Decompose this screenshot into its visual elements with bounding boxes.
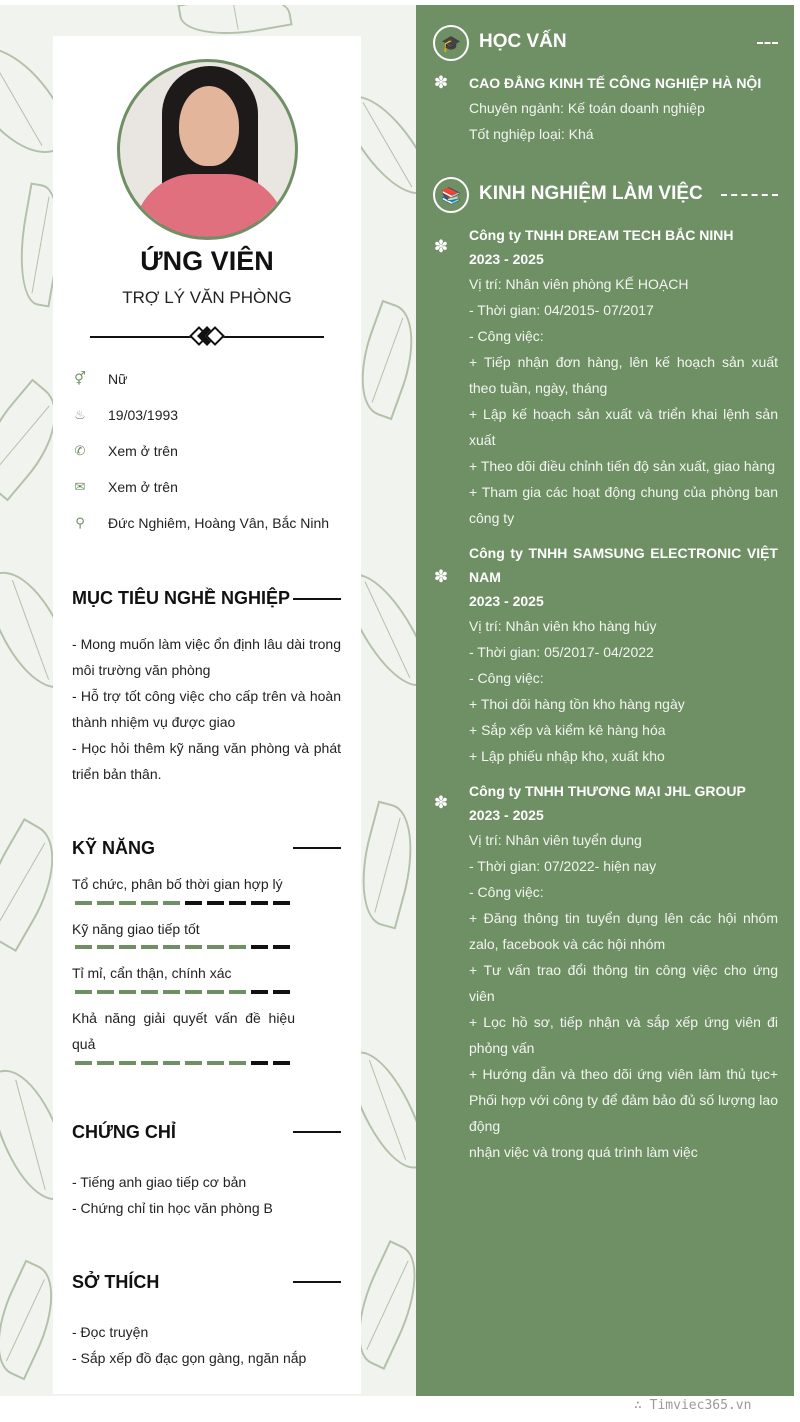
job-period: 2023 - 2025	[469, 593, 544, 609]
school-name: CAO ĐẲNG KINH TẾ CÔNG NGHIỆP HÀ NỘI	[469, 75, 762, 91]
books-icon: 📚	[433, 177, 469, 213]
skill-segment	[75, 1061, 92, 1065]
job-company: Công ty TNHH THƯƠNG MẠI JHL GROUP	[469, 783, 746, 799]
skill-segment	[251, 990, 268, 994]
skill-segment	[163, 901, 180, 905]
skill-segment	[163, 1061, 180, 1065]
graduation-cap-icon: 🎓	[433, 25, 469, 61]
skill-level-bar	[75, 1061, 290, 1065]
map-marker-icon: ⚲	[75, 515, 85, 531]
skill-segment	[141, 1061, 158, 1065]
skill-segment	[185, 901, 202, 905]
skills-heading: KỸ NĂNG	[72, 838, 156, 858]
objective-heading: MỤC TIÊU NGHỀ NGHIỆP	[72, 588, 291, 608]
skill-segment	[229, 901, 246, 905]
skill-segment	[273, 990, 290, 994]
contact-birthday: ♨ 19/03/1993	[72, 405, 178, 425]
skill-segment	[207, 1061, 224, 1065]
education-major: Chuyên ngành: Kế toán doanh nghiệp	[469, 100, 705, 116]
heading-rule	[293, 1281, 341, 1283]
phone-icon: ✆	[74, 443, 86, 459]
skill-segment	[97, 901, 114, 905]
skill-segment	[185, 990, 202, 994]
heading-dashes	[757, 42, 778, 44]
flower-bullet-icon: ✽	[433, 237, 449, 257]
hobbies-heading: SỞ THÍCH	[72, 1272, 160, 1292]
skill-segment	[207, 901, 224, 905]
skill-level-bar	[75, 901, 290, 905]
avatar	[117, 59, 298, 240]
birthday-cake-icon: ♨	[74, 407, 86, 423]
education-grade: Tốt nghiệp loại: Khá	[469, 126, 594, 142]
skill-name: Kỹ năng giao tiếp tốt	[72, 921, 200, 937]
heading-rule	[293, 598, 341, 600]
skill-segment	[251, 1061, 268, 1065]
skill-level-bar	[75, 990, 290, 994]
skill-segment	[141, 990, 158, 994]
experience-heading: KINH NGHIỆM LÀM VIỆC	[479, 183, 703, 204]
skill-segment	[97, 1061, 114, 1065]
skill-segment	[119, 1061, 136, 1065]
skill-segment	[229, 1061, 246, 1065]
skill-segment	[163, 990, 180, 994]
skill-segment	[273, 901, 290, 905]
skill-segment	[119, 945, 136, 949]
certificates-text: - Tiếng anh giao tiếp cơ bản - Chứng chỉ tin học văn phòng B	[72, 1174, 273, 1216]
envelope-icon: ✉	[74, 479, 86, 495]
education-heading: HỌC VẤN	[479, 31, 567, 52]
certificates-heading: CHỨNG CHỈ	[72, 1122, 176, 1142]
skill-segment	[185, 945, 202, 949]
skill-segment	[251, 945, 268, 949]
skill-segment	[251, 901, 268, 905]
skill-segment	[207, 990, 224, 994]
skill-segment	[185, 1061, 202, 1065]
gender-icon: ⚥	[74, 371, 86, 387]
job-company: Công ty TNHH DREAM TECH BẮC NINH	[469, 227, 734, 243]
skill-segment	[141, 945, 158, 949]
watermark-logo: ∴ Timviec365.vn	[634, 1398, 752, 1413]
skill-segment	[119, 990, 136, 994]
job-company: Công ty TNHH SAMSUNG ELECTRONIC VIỆT NAM	[469, 545, 778, 585]
contact-phone: ✆ Xem ở trên	[72, 441, 178, 461]
skill-name: Tổ chức, phân bố thời gian hợp lý	[72, 876, 283, 892]
flower-bullet-icon: ✽	[433, 567, 449, 587]
skill-segment	[75, 990, 92, 994]
skill-level-bar	[75, 945, 290, 949]
skill-segment	[229, 945, 246, 949]
contact-gender: ⚥ Nữ	[72, 369, 127, 389]
heading-rule	[293, 847, 341, 849]
skill-name: Khả năng giải quyết vấn đề hiệu quả	[72, 1010, 295, 1052]
job-details: Vị trí: Nhân viên phòng KẾ HOẠCH - Thời gian: 04/2015- 07/2017 - Công việc: + Tiếp nhận đơn hàng, lên kế hoạch sản xuất theo tuần, ngày, tháng + Lập kế hoạch sản xuất và triển khai lệnh sản xuất + Theo dõi điều chỉnh tiến độ sản xuất, giao hàng + Tham gia các hoạt động chung của phòng ban công ty	[469, 276, 778, 526]
job-details: Vị trí: Nhân viên kho hàng húy - Thời gian: 05/2017- 04/2022 - Công việc: + Thoi dõi hàng tồn kho hàng ngày + Sắp xếp và kiểm kê hàng hóa + Lập phiếu nhập kho, xuất kho	[469, 618, 685, 764]
skill-segment	[207, 945, 224, 949]
skill-segment	[141, 901, 158, 905]
skill-name: Tỉ mỉ, cẩn thận, chính xác	[72, 965, 232, 981]
skill-segment	[75, 901, 92, 905]
contact-address: ⚲ Đức Nghiêm, Hoàng Vân, Bắc Ninh	[72, 513, 329, 533]
job-period: 2023 - 2025	[469, 807, 544, 823]
job-title: TRỢ LÝ VĂN PHÒNG	[122, 288, 292, 307]
skill-segment	[97, 990, 114, 994]
job-details: Vị trí: Nhân viên tuyển dụng - Thời gian: 07/2022- hiện nay - Công việc: + Đăng thông tin tuyển dụng lên các hội nhóm zalo, facebook và các hội nhóm + Tư vấn trao đổi thông tin công việc cho ứng viên + Lọc hồ sơ, tiếp nhận và sắp xếp ứng viên đi phỏng vấn + Hướng dẫn và theo dõi ứng viên làm thủ tục+ Phối hợp với công ty để đảm bảo đủ số lượng lao động nhận việc và trong quá trình làm việc	[469, 832, 778, 1160]
heading-dashes	[721, 194, 778, 196]
skill-segment	[273, 945, 290, 949]
ornament-divider	[90, 336, 324, 338]
heading-rule	[293, 1131, 341, 1133]
skill-segment	[75, 945, 92, 949]
candidate-name: ỨNG VIÊN	[140, 246, 274, 276]
objective-text: - Mong muốn làm việc ổn định lâu dài trong môi trường văn phòng - Hỗ trợ tốt công việc cho cấp trên và hoàn thành nhiệm vụ được giao - Học hỏi thêm kỹ năng văn phòng và phát triển bản thân.	[72, 636, 341, 782]
skill-segment	[119, 901, 136, 905]
skill-segment	[97, 945, 114, 949]
hobbies-text: - Đọc truyện - Sắp xếp đồ đạc gọn gàng, ngăn nắp	[72, 1324, 307, 1366]
flower-bullet-icon: ✽	[433, 793, 449, 813]
skill-segment	[229, 990, 246, 994]
job-period: 2023 - 2025	[469, 251, 544, 267]
contact-email: ✉ Xem ở trên	[72, 477, 178, 497]
skill-segment	[273, 1061, 290, 1065]
flower-bullet-icon: ✽	[433, 73, 449, 93]
skill-segment	[163, 945, 180, 949]
